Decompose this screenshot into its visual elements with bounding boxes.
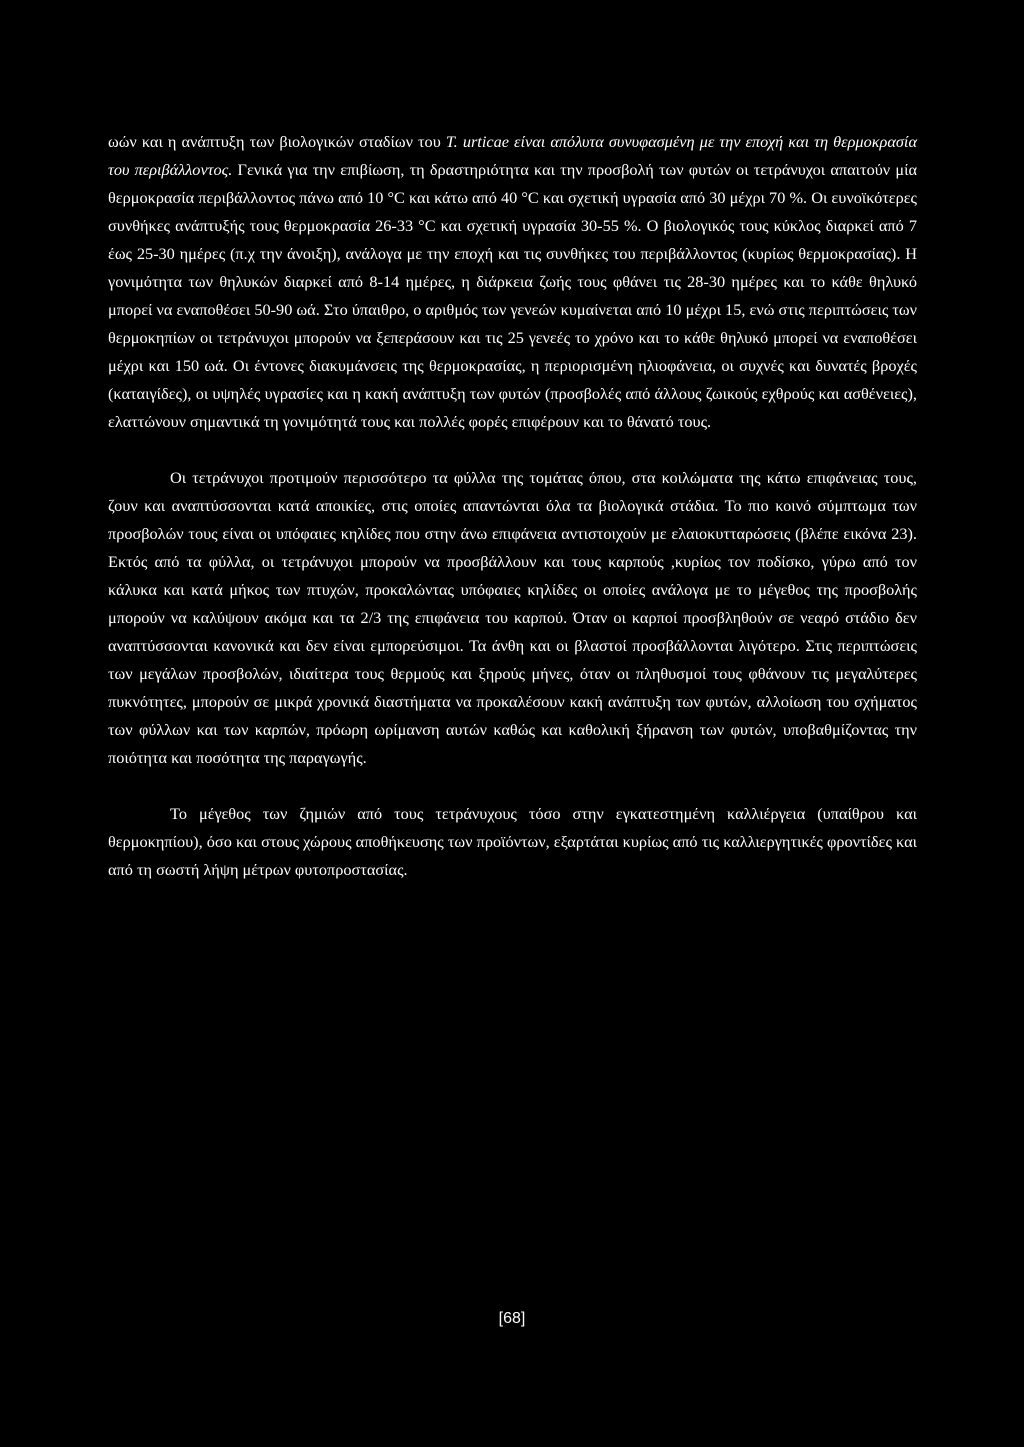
paragraph-1-part-1: ωών και η ανάπτυξη των βιολογικών σταδίων του: [108, 132, 446, 151]
paragraph-1-part-4: Γενικά για την επιβίωση, τη δραστηριότητα και την προσβολή των φυτών οι τετράνυχοι απαιτούν μία θερμοκρασία περιβάλλοντος πάνω από 10 °C και κάτω από 40 °C και σχετική υγρασία από 30 μέχρι 70 %. Οι ευνοϊκότερες συνθήκες ανάπτυξής τους θερμοκρασία 26-33 °C και σχετική υγρασία 30-55 %. Ο βιολογικός τους κύκλος διαρκεί από 7 έως 25-30 ημέρες (π.χ την άνοιξη), ανάλογα με την εποχή και τις συνθήκες του περιβάλλοντος (κυρίως θερμοκρασίας). Η γονιμότητα των θηλυκών διαρκεί από 8-14 ημέρες, η διάρκεια ζωής τους φθάνει τις 28-30 ημέρες και το κάθε θηλυκό μπορεί να εναποθέσει 50-90 ωά. Στο ύπαιθρο, ο αριθμός των γενεών κυμαίνεται από 10 μέχρι 15, ενώ στις περιπτώσεις των θερμοκηπίων οι τετράνυχοι μπορούν να ξεπεράσουν και τις 25 γενεές το χρόνο και το κάθε θηλυκό μπορεί να εναποθέσει μέχρι και 150 ωά. Οι έντονες διακυμάνσεις της θερμοκρασίας, η περιορισμένη ηλιοφάνεια, οι συχνές και δυνατές βροχές (καταιγίδες), οι υψηλές υγρασίες και η κακή ανάπτυξη των φυτών (προσβολές από άλλους ζωικούς εχθρούς και ασθένειες), ελαττώνουν σημαντικά τη γονιμότητά τους και πολλές φορές επιφέρουν και το θάνατό τους.: [108, 160, 917, 431]
paragraph-2: Οι τετράνυχοι προτιμούν περισσότερο τα φύλλα της τομάτας όπου, στα κοιλώματα της κάτω επιφάνειας τους, ζουν και αναπτύσσονται κατά αποικίες, στις οποίες απαντώνται όλα τα βιολογικά στάδια. Το πιο κοινό σύμπτωμα των προσβολών τους είναι οι υπόφαιες κηλίδες που στην άνω επιφάνεια αντιστοιχούν με ελαιοκυτταρώσεις (βλέπε εικόνα 23). Εκτός από τα φύλλα, οι τετράνυχοι μπορούν να προσβάλλουν και τους καρπούς ,κυρίως τον ποδίσκο, γύρω από τον κάλυκα και κατά μήκος των πτυχών, προκαλώντας υπόφαιες κηλίδες οι οποίες ανάλογα με το μέγεθος της προσβολής μπορούν να καλύψουν ακόμα και τα 2/3 της επιφάνεια του καρπού. Όταν οι καρποί προσβληθούν σε νεαρό στάδιο δεν αναπτύσσονται κανονικά και δεν είναι εμπορεύσιμοι. Τα άνθη και οι βλαστοί προσβάλλονται λιγότερο. Στις περιπτώσεις των μεγάλων προσβολών, ιδιαίτερα τους θερμούς και ξηρούς μήνες, όταν οι πληθυσμοί τους φθάνουν τις μεγαλύτερες πυκνότητες, μπορούν σε μικρά χρονικά διαστήματα να προκαλέσουν κακή ανάπτυξη των φυτών, αλλοίωση του σχήματος των φύλλων και των καρπών, πρόωρη ωρίμανση αυτών καθώς και καθολική ξήρανση των φυτών, υποβαθμίζοντας την ποιότητα και ποσότητα της παραγωγής.: [108, 468, 917, 767]
page-number: [68]: [498, 1310, 526, 1327]
body-text: [108, 128, 917, 884]
paragraph-1-italic-text: είναι απόλυτα συνυφασμένη με την εποχή και τη θερμοκρασία του περιβάλλοντος.: [108, 132, 917, 179]
paragraph-3: Το μέγεθος των ζημιών από τους τετράνυχους τόσο στην εγκατεστημένη καλλιέργεια (υπαίθρου και θερμοκηπίου), όσο και στους χώρους αποθήκευσης των προϊόντων, εξαρτάται κυρίως από τις καλλιεργητικές φροντίδες και από τη σωστή λήψη μέτρων φυτοπροστασίας.: [108, 804, 917, 879]
paragraph-1: [108, 128, 917, 436]
species-name: T. urticae: [445, 132, 509, 151]
